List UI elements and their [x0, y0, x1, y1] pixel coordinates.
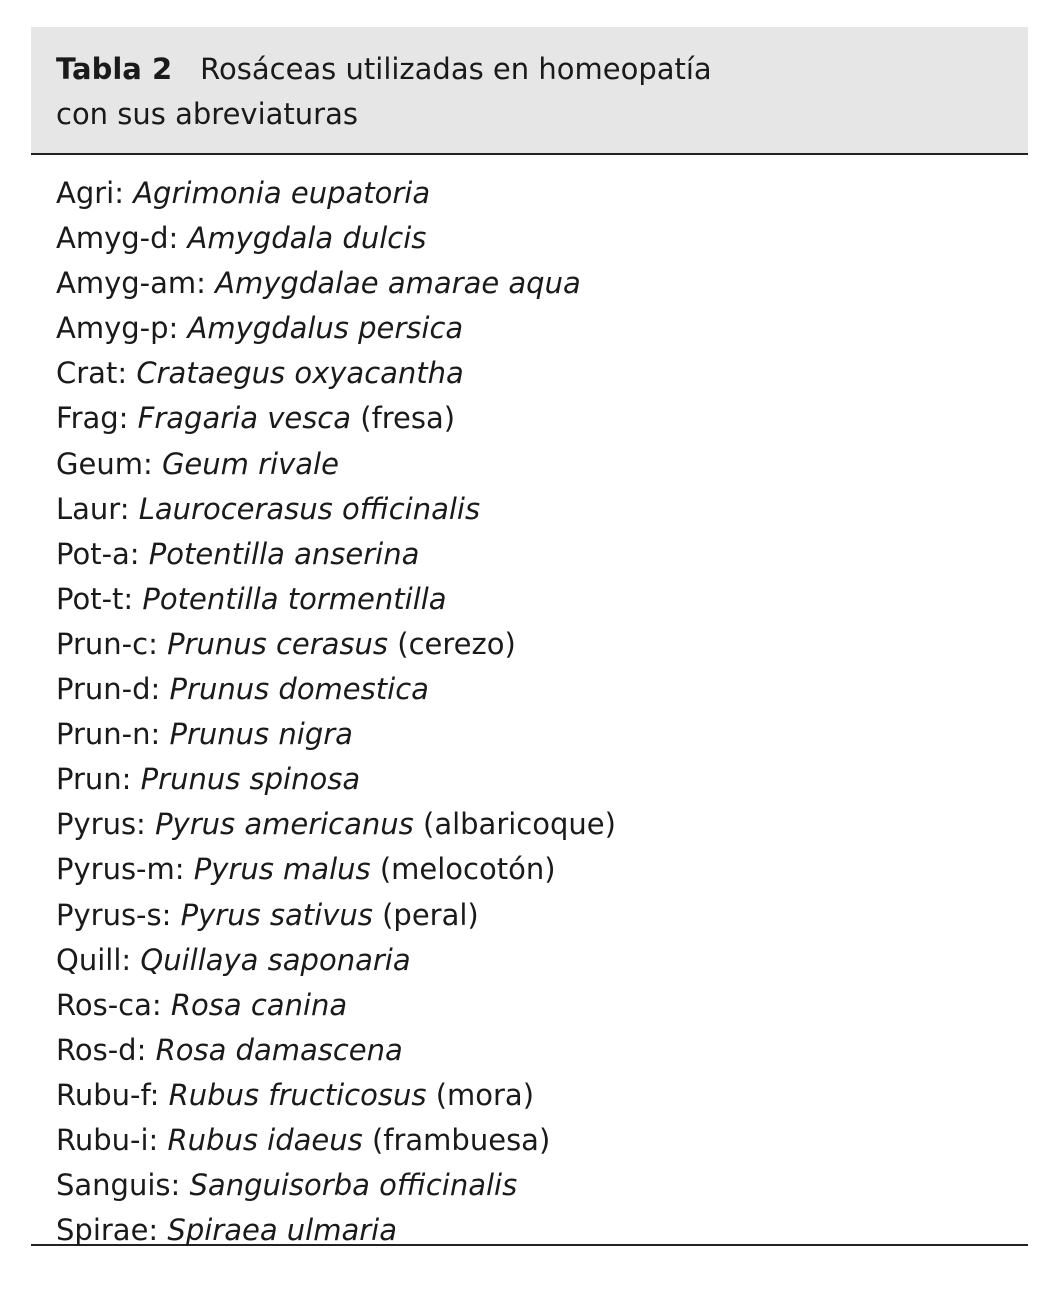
- entry-common-name: (melocotón): [379, 852, 556, 887]
- entry-species-name: Laurocerasus officinalis: [138, 491, 481, 526]
- table-title: Rosáceas utilizadas en homeopatía: [200, 52, 712, 86]
- list-item: [56, 622, 1028, 667]
- list-item: [56, 757, 1028, 802]
- entries-list: [31, 155, 1028, 1248]
- list-item: [56, 712, 1028, 757]
- entry-species-name: Amygdalae amarae aqua: [215, 266, 581, 301]
- entry-abbreviation: Frag:: [56, 401, 129, 436]
- entry-species-name: Rubus idaeus: [167, 1122, 363, 1157]
- entry-abbreviation: Pyrus-s:: [56, 897, 172, 932]
- entry-abbreviation: Spirae:: [56, 1213, 159, 1248]
- entry-species-name: Rubus fructicosus: [168, 1077, 427, 1112]
- entry-species-name: Amygdala dulcis: [187, 221, 427, 256]
- entry-common-name: (albaricoque): [423, 807, 616, 842]
- entry-abbreviation: Crat:: [56, 356, 128, 391]
- list-item: [56, 1073, 1028, 1118]
- table-caption: [31, 27, 1028, 153]
- entry-species-name: Geum rivale: [161, 446, 339, 481]
- entry-species-name: Sanguisorba officinalis: [189, 1168, 518, 1203]
- entry-abbreviation: Pot-a:: [56, 536, 140, 571]
- entry-species-name: Potentilla tormentilla: [142, 581, 447, 616]
- entry-species-name: Pyrus americanus: [155, 807, 414, 842]
- caption-line-1: [56, 47, 1003, 92]
- table-container: [31, 27, 1028, 1246]
- entry-abbreviation: Amyg-p:: [56, 311, 179, 346]
- table-label: Tabla 2: [56, 52, 173, 86]
- list-item: [56, 306, 1028, 351]
- entry-species-name: Fragaria vesca: [137, 401, 352, 436]
- list-item: [56, 487, 1028, 532]
- entry-abbreviation: Rubu-f:: [56, 1077, 160, 1112]
- entry-abbreviation: Laur:: [56, 491, 130, 526]
- entry-abbreviation: Ros-d:: [56, 1032, 147, 1067]
- list-item: [56, 216, 1028, 261]
- entry-species-name: Crataegus oxyacantha: [136, 356, 464, 391]
- entry-species-name: Agrimonia eupatoria: [133, 176, 431, 210]
- entry-species-name: Amygdalus persica: [187, 311, 464, 346]
- entry-abbreviation: Amyg-d:: [56, 221, 179, 256]
- list-item: [56, 1028, 1028, 1073]
- list-item: [56, 847, 1028, 892]
- entry-abbreviation: Pyrus-m:: [56, 852, 185, 887]
- entry-abbreviation: Pot-t:: [56, 581, 134, 616]
- entry-abbreviation: Prun-n:: [56, 717, 161, 752]
- entry-species-name: Rosa canina: [170, 987, 348, 1022]
- caption-line-2: con sus abreviaturas: [56, 97, 358, 131]
- entry-species-name: Quillaya saponaria: [140, 942, 411, 977]
- entry-species-name: Prunus nigra: [169, 717, 353, 752]
- list-item: [56, 351, 1028, 396]
- list-item: [56, 532, 1028, 577]
- list-item: [56, 1118, 1028, 1163]
- entry-common-name: (fresa): [360, 401, 456, 436]
- entry-abbreviation: Rubu-i:: [56, 1122, 159, 1157]
- entry-abbreviation: Ros-ca:: [56, 987, 162, 1022]
- entry-abbreviation: Prun:: [56, 762, 132, 797]
- entry-species-name: Prunus domestica: [169, 672, 429, 707]
- entry-common-name: (frambuesa): [371, 1122, 551, 1157]
- entry-abbreviation: Sanguis:: [56, 1168, 181, 1203]
- entry-abbreviation: Prun-c:: [56, 626, 158, 661]
- entry-abbreviation: Agri:: [56, 176, 124, 210]
- entry-common-name: (cerezo): [397, 626, 516, 661]
- entry-abbreviation: Prun-d:: [56, 672, 161, 707]
- entry-species-name: Spiraea ulmaria: [167, 1213, 398, 1248]
- entry-common-name: (mora): [435, 1077, 535, 1112]
- list-item: [56, 577, 1028, 622]
- entry-species-name: Rosa damascena: [155, 1032, 403, 1067]
- entry-abbreviation: Pyrus:: [56, 807, 146, 842]
- list-item: [56, 396, 1028, 441]
- list-item: [56, 893, 1028, 938]
- list-item: [56, 1208, 1028, 1253]
- list-item: [56, 667, 1028, 712]
- entry-species-name: Pyrus malus: [193, 852, 371, 887]
- entry-species-name: Pyrus sativus: [180, 897, 373, 932]
- entry-species-name: Prunus cerasus: [167, 626, 389, 661]
- entry-common-name: (peral): [382, 897, 479, 932]
- entry-abbreviation: Quill:: [56, 942, 132, 977]
- entry-abbreviation: Geum:: [56, 446, 153, 481]
- entry-abbreviation: Amyg-am:: [56, 266, 206, 301]
- entry-species-name: Prunus spinosa: [140, 762, 361, 797]
- entry-species-name: Potentilla anserina: [148, 536, 420, 571]
- list-item: [56, 261, 1028, 306]
- list-item: [56, 171, 1028, 216]
- list-item: [56, 442, 1028, 487]
- list-item: [56, 1163, 1028, 1208]
- list-item: [56, 983, 1028, 1028]
- list-item: [56, 938, 1028, 983]
- list-item: [56, 802, 1028, 847]
